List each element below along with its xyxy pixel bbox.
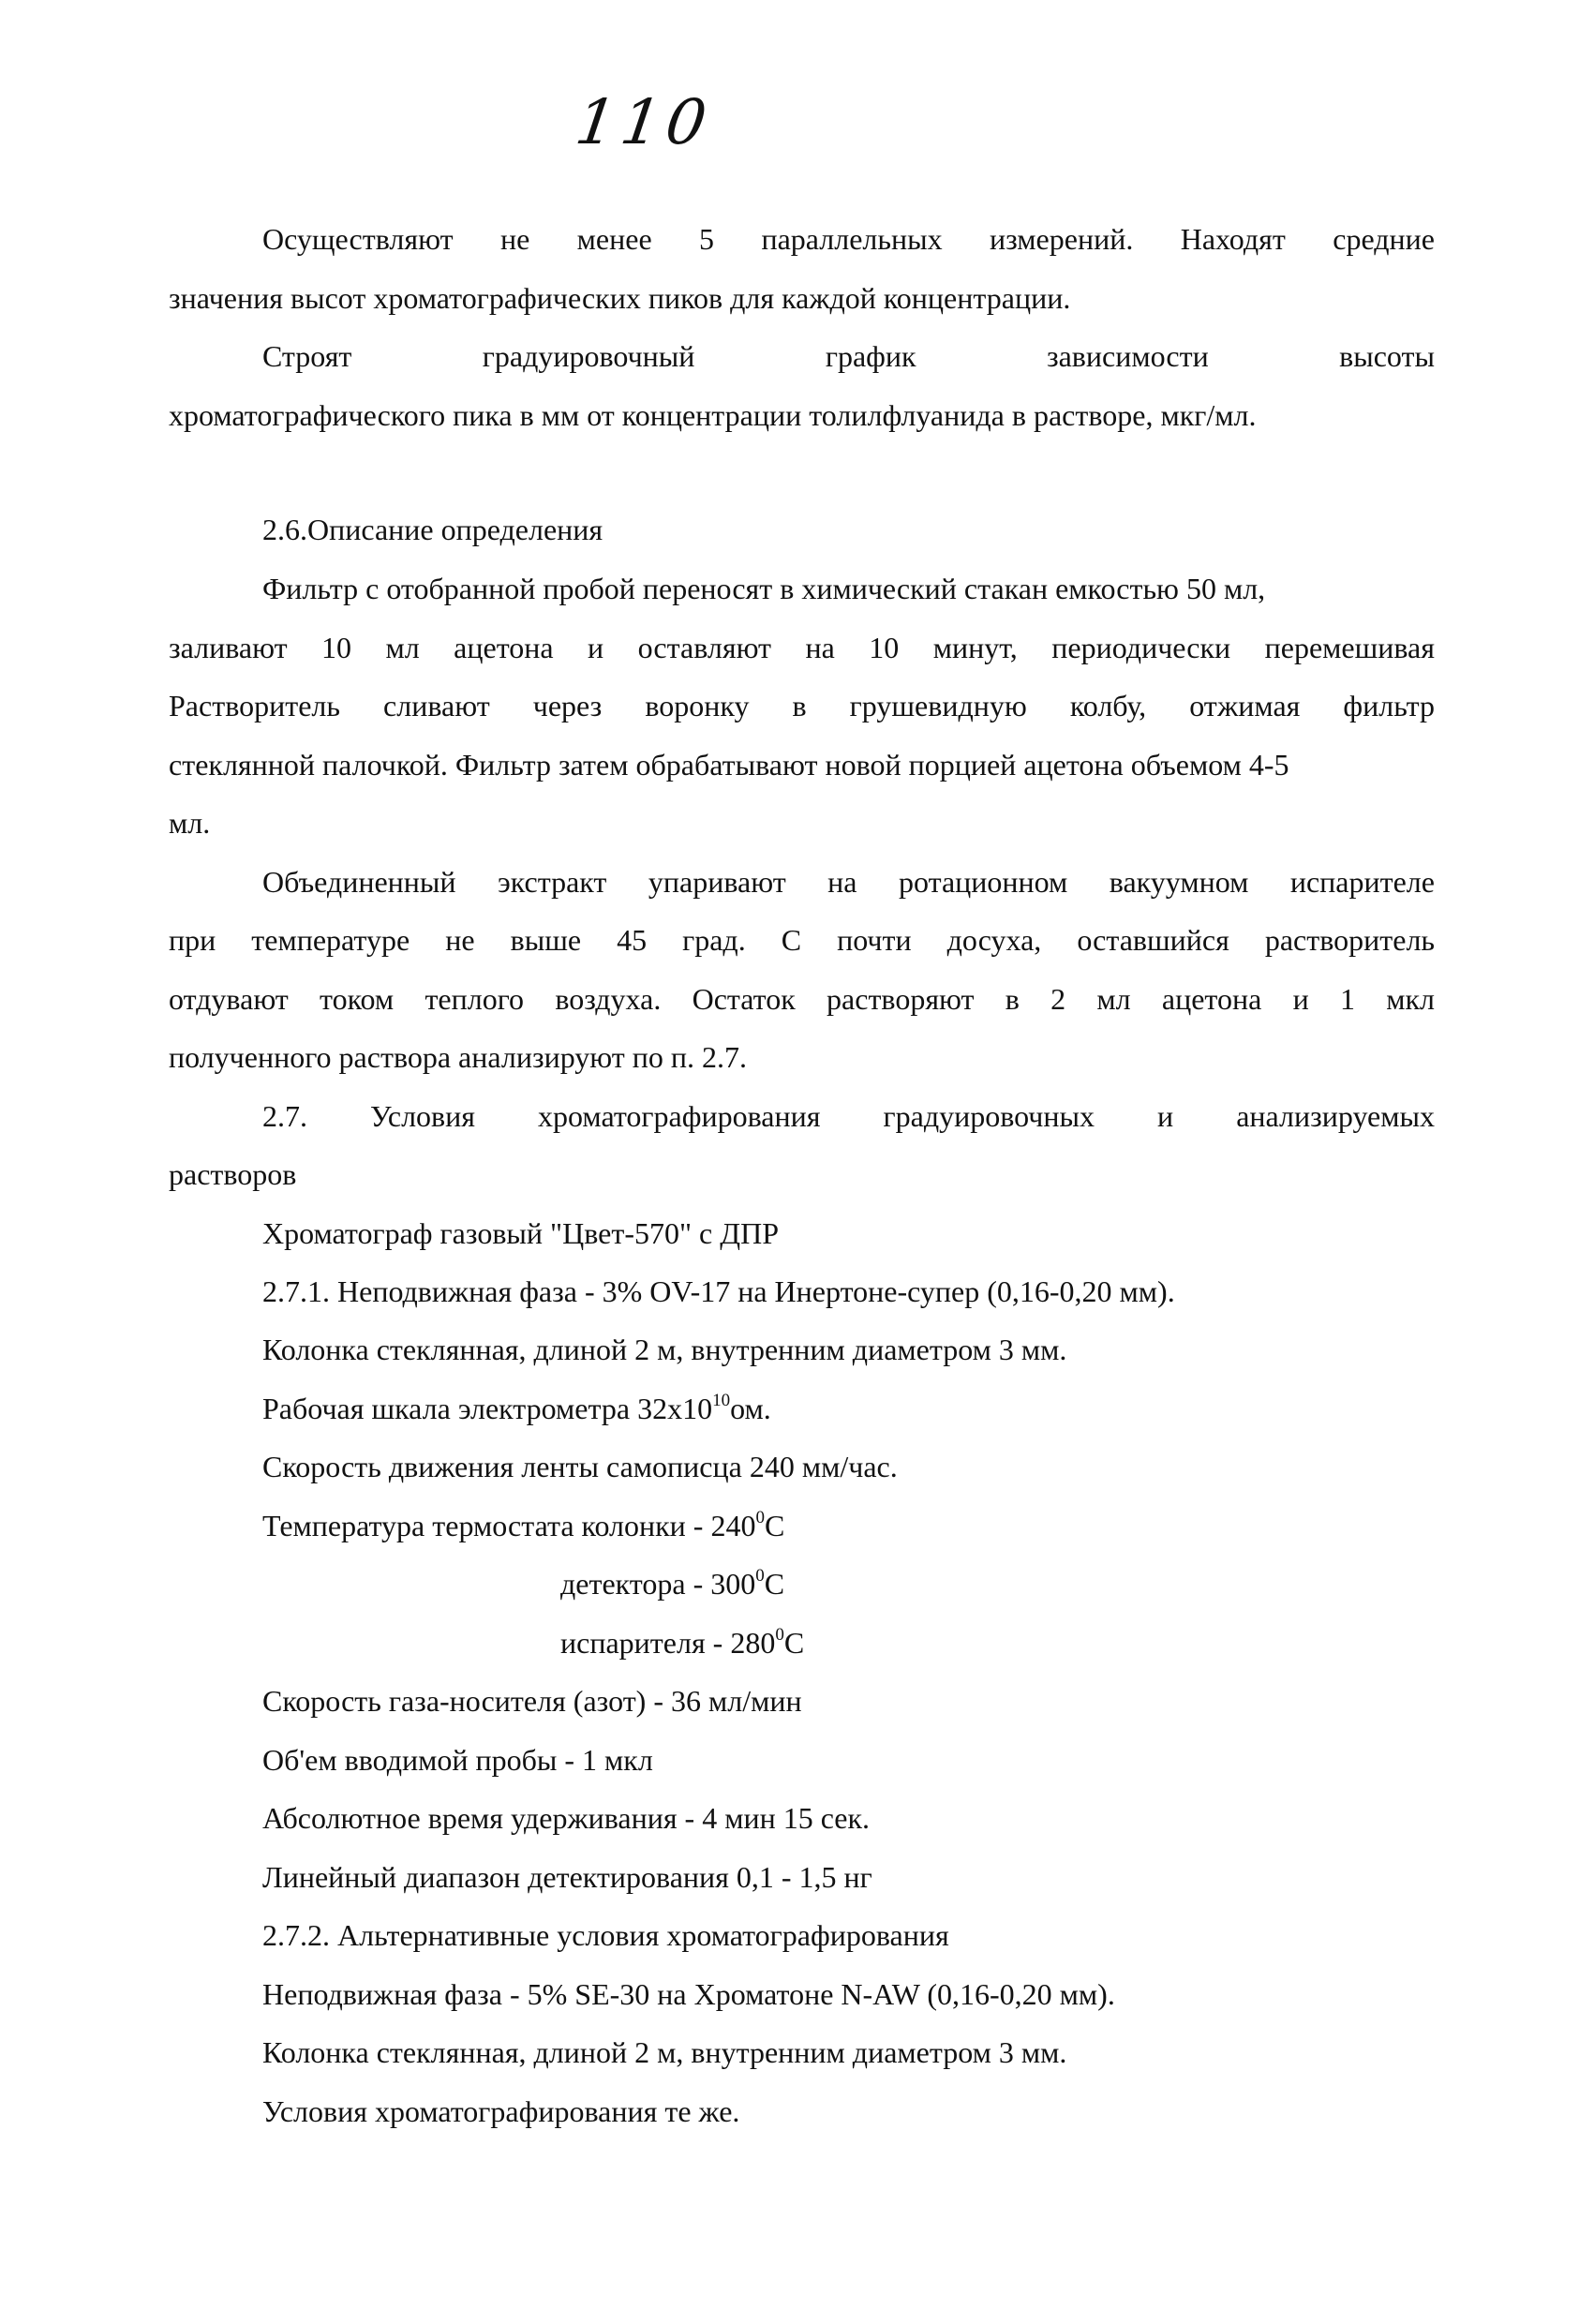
word: сливают xyxy=(383,689,490,723)
word: экстракт xyxy=(498,865,607,899)
word: Осуществляют xyxy=(262,222,454,256)
section-heading-2-6: 2.6.Описание определения xyxy=(262,513,603,546)
word: в xyxy=(792,689,807,723)
column-temperature-line: Температура термостата колонки - $240^0С$ xyxy=(262,1508,785,1542)
word: зависимости xyxy=(1046,339,1209,373)
word: 2 xyxy=(1050,982,1066,1016)
word: 1 xyxy=(1339,982,1355,1016)
word: град. xyxy=(682,923,746,957)
word: растворяют xyxy=(827,982,975,1016)
word: 10 xyxy=(869,631,900,664)
word: 2.7. xyxy=(262,1099,307,1133)
word: и xyxy=(1292,982,1309,1016)
paragraph-3-line-3 xyxy=(169,691,1435,721)
evaporator-temperature-line: испарителя - $280^0С$ xyxy=(560,1625,805,1660)
word: и xyxy=(1157,1099,1174,1133)
word: воронку xyxy=(645,689,750,723)
alternative-phase-line: Неподвижная фаза - 5% SE-30 на Хроматоне N-AW (0,16-0,20 мм). xyxy=(262,1977,1115,2011)
word: в xyxy=(1005,982,1020,1016)
degree-mark: 0 xyxy=(755,1566,765,1586)
word: перемешивая xyxy=(1264,631,1435,664)
alternative-conditions-heading: 2.7.2. Альтернативные условия хроматографирования xyxy=(262,1918,949,1952)
word: грушевидную xyxy=(849,689,1027,723)
word: градуировочный xyxy=(482,339,695,373)
word: током xyxy=(320,982,395,1016)
word: средние xyxy=(1333,222,1435,256)
word: заливают xyxy=(169,631,288,664)
word: ацетона xyxy=(1161,982,1262,1016)
paragraph-3-line-2 xyxy=(169,633,1435,663)
paragraph-3-line-5: мл. xyxy=(169,806,211,840)
word: досуха, xyxy=(946,923,1042,957)
word: отдувают xyxy=(169,982,289,1016)
word: на xyxy=(805,631,835,664)
chart-speed-line: Скорость движения ленты самописца 240 мм/час. xyxy=(262,1450,898,1483)
paragraph-3-line-4: стеклянной палочкой. Фильтр затем обрабатывают новой порцией ацетона объемом 4-5 xyxy=(169,748,1289,782)
electrometer-scale-exponent: 10 xyxy=(712,1391,731,1410)
alternative-column-line: Колонка стеклянная, длиной 2 м, внутренним диаметром 3 мм. xyxy=(262,2035,1067,2069)
chromatograph-line: Хроматограф газовый "Цвет-570" с ДПР xyxy=(262,1216,779,1250)
word: высоты xyxy=(1339,339,1435,373)
word: вакуумном xyxy=(1109,865,1249,899)
paragraph-3-line-1: Фильтр с отобранной пробой переносят в химический стакан емкостью 50 мл, xyxy=(262,572,1266,605)
word: оставшийся xyxy=(1077,923,1229,957)
retention-time-line: Абсолютное время удерживания - 4 мин 15 сек. xyxy=(262,1801,871,1835)
section-heading-2-7-line-2: растворов xyxy=(169,1157,297,1191)
paragraph-4-line-2 xyxy=(169,925,1435,955)
word: колбу, xyxy=(1069,689,1147,723)
word: анализируемых xyxy=(1236,1099,1435,1133)
word: параллельных xyxy=(761,222,943,256)
paragraph-2-line-2: хроматографического пика в мм от концентрации толилфлуанида в растворе, мкг/мл. xyxy=(169,398,1257,432)
word: Растворитель xyxy=(169,689,340,723)
word: ацетона xyxy=(454,631,554,664)
linear-range-line: Линейный диапазон детектирования 0,1 - 1,5 нг xyxy=(262,1860,872,1894)
word: не xyxy=(445,923,475,957)
word: и xyxy=(588,631,604,664)
word: Строят xyxy=(262,339,352,373)
detector-temperature-line: детектора - $300^0С$ xyxy=(560,1566,785,1601)
word: оставляют xyxy=(637,631,772,664)
word: Объединенный xyxy=(262,865,456,899)
word: периодически xyxy=(1051,631,1231,664)
word: мл xyxy=(385,631,420,664)
word: почти xyxy=(837,923,912,957)
word: упаривают xyxy=(648,865,786,899)
sample-volume-line: Об'ем вводимой пробы - 1 мкл xyxy=(262,1743,653,1777)
word: при xyxy=(169,923,216,957)
degree-mark: 0 xyxy=(755,1508,765,1527)
degree-mark: 0 xyxy=(775,1625,784,1645)
stationary-phase-line: 2.7.1. Неподвижная фаза - 3% OV-17 на Инертоне-супер (0,16-0,20 мм). xyxy=(262,1274,1175,1308)
word: 5 xyxy=(699,222,715,256)
carrier-gas-line: Скорость газа-носителя (азот) - 36 мл/мин xyxy=(262,1684,802,1718)
word: воздуха. xyxy=(555,982,662,1016)
word: ротационном xyxy=(898,865,1068,899)
word: мл xyxy=(1096,982,1131,1016)
word: С xyxy=(781,923,802,957)
paragraph-2-line-1 xyxy=(262,341,1435,371)
paragraph-1-line-2: значения высот хроматографических пиков для каждой концентрации. xyxy=(169,281,1071,315)
word: отжимая xyxy=(1189,689,1301,723)
word: испарителе xyxy=(1289,865,1435,899)
word: Остаток xyxy=(692,982,796,1016)
word: Находят xyxy=(1180,222,1286,256)
same-conditions-line: Условия хроматографирования те же. xyxy=(262,2094,740,2128)
word: Условия xyxy=(370,1099,475,1133)
column-line: Колонка стеклянная, длиной 2 м, внутренним диаметром 3 мм. xyxy=(262,1333,1067,1366)
word: менее xyxy=(576,222,652,256)
word: на xyxy=(827,865,857,899)
word: выше xyxy=(510,923,582,957)
page-number: 110 xyxy=(571,86,717,158)
word: не xyxy=(499,222,530,256)
paragraph-1-line-1 xyxy=(262,224,1435,254)
word: минут, xyxy=(932,631,1018,664)
word: через xyxy=(532,689,603,723)
paragraph-4-line-3 xyxy=(169,984,1435,1014)
word: мкл xyxy=(1386,982,1435,1016)
section-heading-2-7-line-1 xyxy=(262,1101,1435,1131)
word: 10 xyxy=(321,631,352,664)
electrometer-scale-line: Рабочая шкала электрометра $32х10^{10}ом$. xyxy=(262,1391,771,1425)
word: хроматографирования xyxy=(538,1099,821,1133)
word: 45 xyxy=(617,923,648,957)
word: теплого xyxy=(425,982,525,1016)
word: градуировочных xyxy=(883,1099,1095,1133)
word: график xyxy=(825,339,916,373)
paragraph-4-line-4: полученного раствора анализируют по п. 2.7. xyxy=(169,1040,747,1074)
word: фильтр xyxy=(1343,689,1435,723)
word: растворитель xyxy=(1264,923,1435,957)
word: измерений. xyxy=(989,222,1134,256)
word: температуре xyxy=(251,923,410,957)
paragraph-4-line-1 xyxy=(262,867,1435,897)
